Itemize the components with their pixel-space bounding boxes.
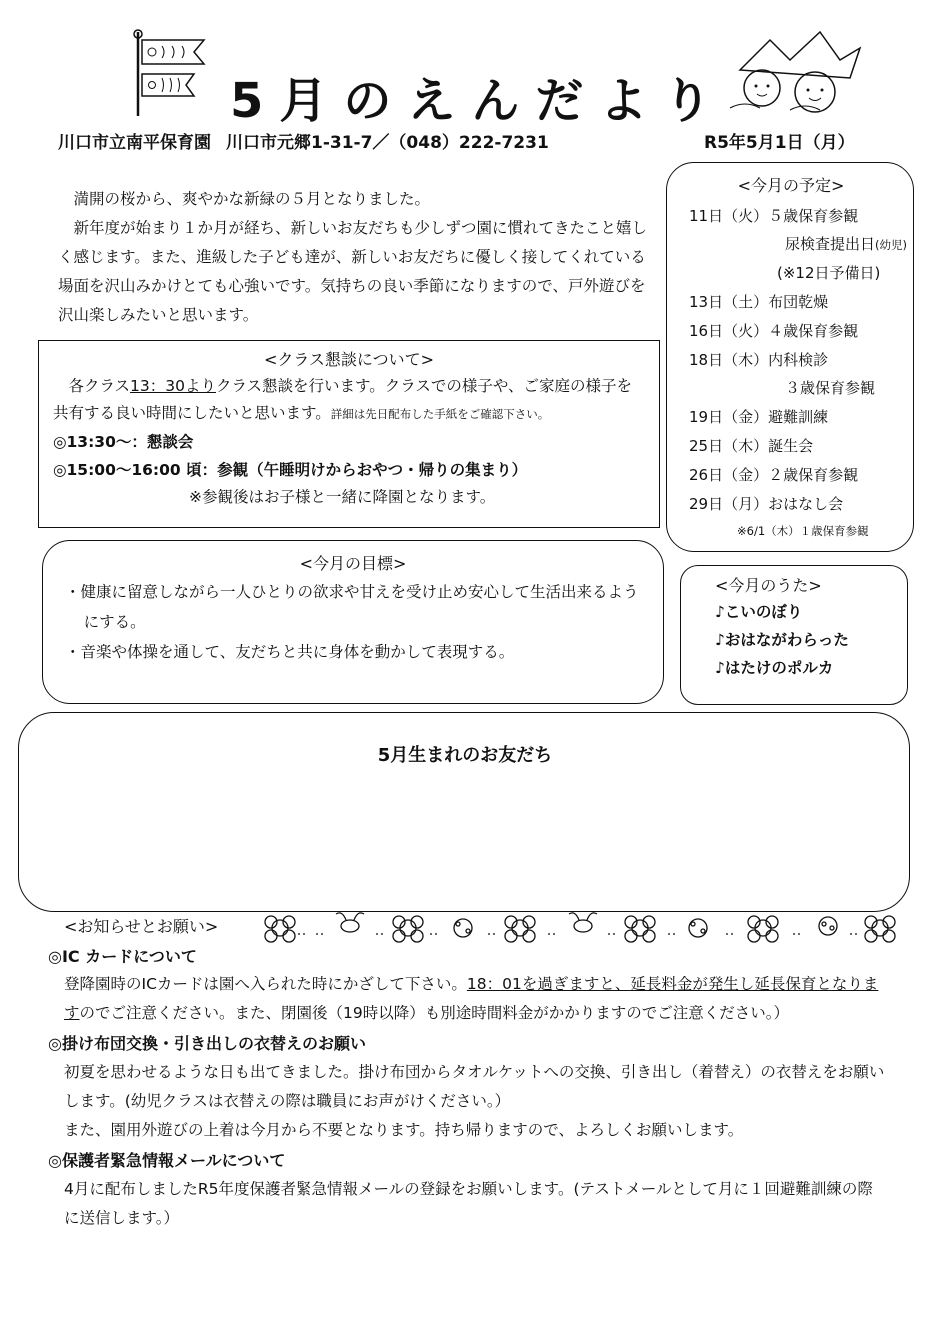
goals-heading: <今月の目標> [299, 554, 407, 573]
schedule-date: 11日（火） [689, 207, 769, 225]
notice-title-futon: ◎掛け布団交換・引き出しの衣替えのお願い [48, 1034, 366, 1053]
schedule-row [777, 262, 880, 283]
class-meeting-body [53, 373, 645, 428]
schedule-event: おはなし会 [768, 495, 844, 513]
meeting-note: ※参観後はお子様と一緒に降園となります。 [189, 488, 496, 506]
schedule-date: 29日（月） [689, 495, 769, 513]
meeting-item-1: ◎13:30～：懇談会 [53, 433, 194, 451]
issue-date: R5年5月1日（月） [704, 133, 855, 153]
notice-ic-pre: 登降園時のICカードは園へ入られた時にかざして下さい。 [64, 975, 467, 993]
class-meeting-small-note: 詳細は先日配布した手紙をご確認下さい。 [330, 407, 550, 421]
intro-paragraph: 満開の桜から、爽やかな新緑の５月となりました。 [73, 190, 431, 208]
schedule-row [785, 377, 875, 398]
schedule-row [689, 349, 828, 370]
schedule-event: 尿検査提出日 [785, 235, 876, 253]
notice-ic-post: のでご注意ください。また、閉園後（19時以降）も別途時間料金がかかりますのでご注意ください。） [79, 1004, 789, 1022]
schedule-heading: <今月の予定> [737, 176, 845, 195]
class-meeting-time: 13：30より [130, 377, 216, 395]
songs-box [680, 565, 908, 705]
schedule-suffix: (幼児) [875, 238, 907, 252]
songs-list [715, 598, 873, 682]
song-item: ♪こいのぼり [715, 603, 803, 621]
birthday-heading: 5月生まれのお友だち [377, 745, 553, 766]
notice-title-ic-card: ◎IC カードについて [48, 947, 197, 966]
intro-paragraph: 新年度が始まり１か月が経ち、新しいお友だちも少しずつ園に慣れてきたこと嬉しく感じます。また、進級した子ども達が、新しいお友だちに優しく接してくれている場面を沢山みかけとても心強いです。気持ちの良い季節になりますので、戸外遊びを沢山楽しみたいと思います。 [58, 219, 648, 324]
goals-box [42, 540, 664, 704]
schedule-date: 16日（火） [689, 322, 769, 340]
schedule-event: 内科検診 [768, 351, 829, 369]
schedule-event: ３歳保育参観 [785, 379, 876, 397]
schedule-row [785, 233, 907, 254]
notices-heading: <お知らせとお願い> [64, 917, 219, 936]
schedule-box [666, 162, 914, 552]
children-kabuto-illustration [720, 30, 870, 115]
schedule-event: 避難訓練 [768, 408, 829, 426]
school-address: 川口市元郷1-31-7／（048）222-7231 [226, 133, 549, 153]
schedule-date: 18日（木） [689, 351, 769, 369]
class-meeting-box [38, 340, 660, 528]
notices-section [48, 944, 888, 1233]
schedule-event: 誕生会 [768, 437, 814, 455]
schedule-date: 26日（金） [689, 466, 769, 484]
schedule-event: ５歳保育参観 [768, 207, 859, 225]
song-item: ♪おはながわらった [715, 631, 849, 649]
notice-body-ic-card [48, 970, 888, 1028]
schedule-date: 13日（土） [689, 293, 769, 311]
class-meeting-heading: <クラス懇談について> [263, 350, 434, 369]
song-item: ♪はたけのポルカ [715, 659, 834, 677]
schedule-row [689, 205, 858, 226]
schedule-event: (※12日予備日) [777, 264, 881, 282]
schedule-date: 25日（木） [689, 437, 769, 455]
notice-ic-underlined: 18：01を過ぎますと、延長料金が発生し延長保育となります [64, 975, 879, 1022]
notice-body-futon-2: また、園用外遊びの上着は今月から不要となります。持ち帰りますので、よろしくお願いします。 [64, 1121, 744, 1139]
goals-list [65, 577, 641, 667]
schedule-row [689, 291, 828, 312]
schedule-row [689, 435, 813, 456]
meeting-item-2: ◎15:00～16:00 頃：参観（午睡明けからおやつ・帰りの集まり） [53, 461, 528, 479]
schedule-date: 19日（金） [689, 408, 769, 426]
schedule-row [689, 406, 828, 427]
schedule-footnote: ※6/1（木）１歳保育参観 [737, 524, 869, 538]
songs-heading: <今月のうた> [715, 576, 822, 595]
schedule-event: 布団乾燥 [768, 293, 829, 311]
newsletter-title: 5月のえんだより [230, 73, 728, 129]
goal-item: ・音楽や体操を通して、友だちと共に身体を動かして表現する。 [65, 643, 515, 661]
class-meeting-body-pre: 各クラス [68, 377, 131, 395]
notice-body-email: 4月に配布しましたR5年度保護者緊急情報メールの登録をお願いします。(テストメールとして月に１回避難訓練の際に送信します。） [64, 1180, 873, 1227]
notice-title-email: ◎保護者緊急情報メールについて [48, 1151, 286, 1170]
schedule-row [689, 320, 858, 341]
birthday-box [18, 712, 910, 912]
koinobori-illustration [130, 28, 210, 118]
schedule-row [689, 493, 843, 514]
intro-text [58, 185, 654, 330]
notice-body-futon-1: 初夏を思わせるような日も出てきました。掛け布団からタオルケットへの交換、引き出し（着替え）の衣替えをお願いします。(幼児クラスは衣替えの際は職員にお声がけください。） [64, 1063, 885, 1110]
school-name: 川口市立南平保育園 [58, 133, 211, 153]
class-meeting-body-post: クラス懇談を行います。クラスでの様子や、ご家庭の様子を共有する良い時間にしたいと思います。 [53, 377, 633, 422]
goal-item: ・健康に留意しながら一人ひとりの欲求や甘えを受け止め安心して生活出来るようにする。 [65, 583, 639, 631]
schedule-event: ２歳保育参観 [768, 466, 859, 484]
schedule-row [689, 464, 858, 485]
schedule-event: ４歳保育参観 [768, 322, 859, 340]
